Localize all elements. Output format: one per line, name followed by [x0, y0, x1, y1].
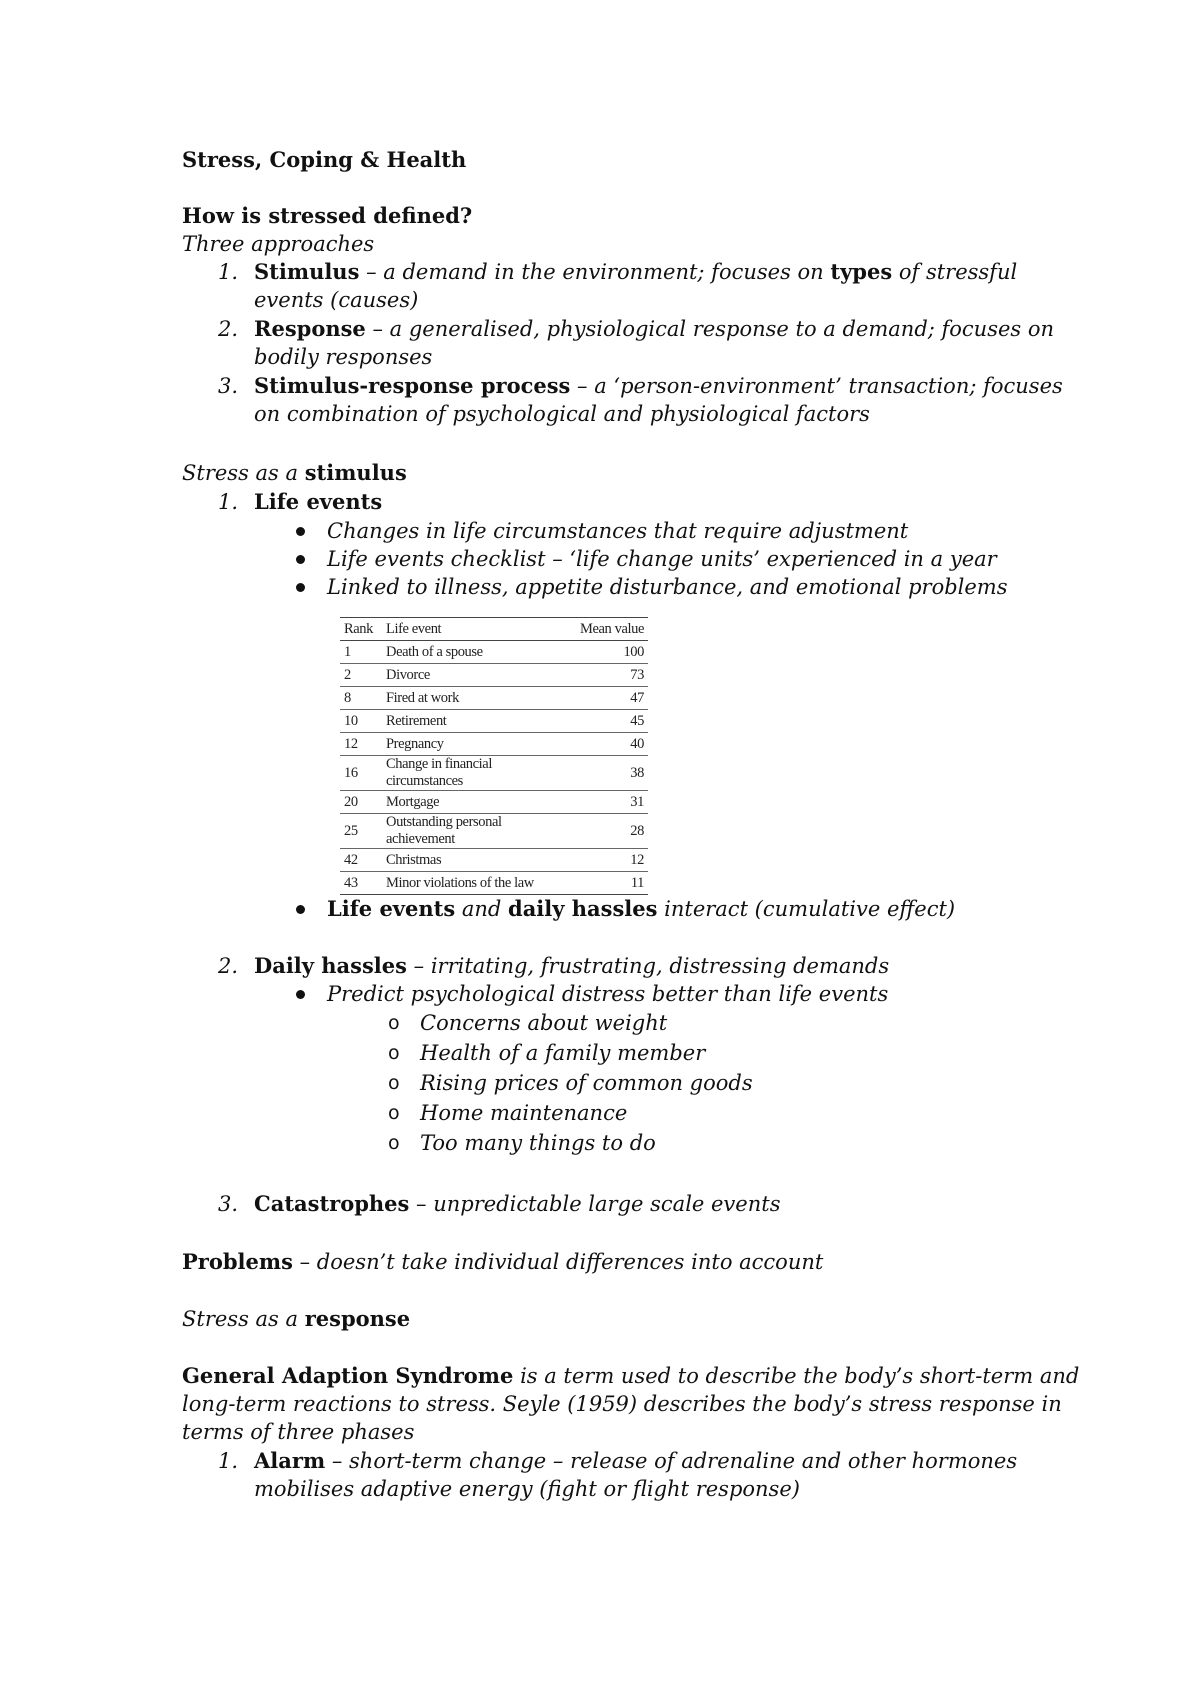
subheading-response: Stress as a response: [182, 1306, 411, 1331]
table-row: [340, 814, 648, 849]
table-cell: 47: [630, 689, 644, 706]
life-events-bullet: Life events checklist – ‘life change units’ experienced in a year: [327, 547, 997, 571]
list-number: 2.: [218, 954, 239, 978]
table-cell: 45: [630, 712, 644, 729]
column-header: Rank: [344, 620, 374, 637]
table-row: [340, 756, 648, 791]
table-cell: Christmas: [386, 851, 442, 868]
table-row: [340, 849, 648, 872]
table-cell: Mortgage: [386, 793, 440, 810]
sub-item: Rising prices of common goods: [420, 1071, 753, 1095]
table-row: [340, 710, 648, 733]
circle-bullet-icon: o: [388, 1072, 400, 1094]
circle-bullet-icon: o: [388, 1102, 400, 1124]
table-cell: 38: [630, 764, 644, 781]
column-header: Life event: [386, 620, 442, 637]
table-cell: 100: [623, 643, 644, 660]
bullet-icon: [296, 905, 305, 914]
gas-paragraph-line: terms of three phases: [182, 1420, 415, 1444]
subheading-stimulus: Stress as a stimulus: [182, 460, 407, 485]
table-cell: Change in financial circumstances: [386, 756, 492, 789]
table-cell: 1: [344, 643, 351, 660]
problems-text: Problems – doesn’t take individual differences into account: [182, 1249, 824, 1274]
table-cell: 20: [344, 793, 358, 810]
list-number: 3.: [218, 374, 239, 398]
column-header: Mean value: [579, 620, 644, 637]
table-header-row: [340, 618, 648, 641]
approach-response-cont: bodily responses: [254, 345, 433, 369]
table-cell: Retirement: [386, 712, 447, 729]
table-cell: 11: [630, 874, 644, 891]
table-cell: Outstanding personal achievement: [386, 814, 502, 847]
sub-item: Too many things to do: [420, 1131, 656, 1155]
approach-response: Response – a generalised, physiological response to a demand; focuses on: [254, 316, 1055, 341]
intro-text: Three approaches: [182, 232, 375, 256]
approach-stimulus: Stimulus – a demand in the environment; focuses on types of stressful: [254, 259, 1018, 284]
life-events-table: [340, 617, 648, 895]
life-events-title: Life events: [254, 489, 383, 514]
table-cell: 8: [344, 689, 351, 706]
table-cell: 31: [630, 793, 644, 810]
sub-item: Concerns about weight: [420, 1011, 668, 1035]
circle-bullet-icon: o: [388, 1132, 400, 1154]
gas-paragraph-line: long-term reactions to stress. Seyle (1959) describes the body’s stress response in: [182, 1392, 1062, 1416]
table-cell: 16: [344, 764, 358, 781]
table-cell: Pregnancy: [386, 735, 444, 752]
alarm-item-cont: mobilises adaptive energy (fight or flight response): [254, 1477, 800, 1501]
approach-process-cont: on combination of psychological and physiological factors: [254, 402, 870, 426]
bullet-icon: [296, 583, 305, 592]
table-row: [340, 641, 648, 664]
sub-item: Home maintenance: [420, 1101, 628, 1125]
circle-bullet-icon: o: [388, 1042, 400, 1064]
table-cell: 25: [344, 822, 358, 839]
table-cell: Divorce: [386, 666, 430, 683]
sub-item: Health of a family member: [420, 1041, 706, 1065]
table-row: [340, 791, 648, 814]
table-row: [340, 664, 648, 687]
gas-paragraph-line: General Adaption Syndrome is a term used to describe the body’s short-term and: [182, 1363, 1080, 1388]
table-cell: 40: [630, 735, 644, 752]
table-cell: Death of a spouse: [386, 643, 483, 660]
table-row: [340, 872, 648, 895]
circle-bullet-icon: o: [388, 1012, 400, 1034]
list-number: 1.: [218, 490, 239, 514]
interact-bullet: Life events and daily hassles interact (cumulative effect): [327, 896, 956, 921]
table-cell: 73: [630, 666, 644, 683]
list-number: 3.: [218, 1192, 239, 1216]
section-heading-definition: How is stressed defined?: [182, 203, 473, 228]
approach-process: Stimulus-response process – a ‘person-environment’ transaction; focuses: [254, 373, 1063, 398]
bullet-icon: [296, 990, 305, 999]
table-cell: 10: [344, 712, 358, 729]
table-row: [340, 687, 648, 710]
alarm-item: Alarm – short-term change – release of adrenaline and other hormones: [254, 1448, 1018, 1473]
table-cell: 12: [630, 851, 644, 868]
life-events-bullet: Linked to illness, appetite disturbance, and emotional problems: [327, 575, 1008, 599]
bullet-icon: [296, 555, 305, 564]
table-cell: Fired at work: [386, 689, 459, 706]
table-cell: Minor violations of the law: [386, 874, 534, 891]
table-row: [340, 733, 648, 756]
table-cell: 2: [344, 666, 351, 683]
catastrophes-item: Catastrophes – unpredictable large scale events: [254, 1191, 781, 1216]
list-number: 1.: [218, 1449, 239, 1473]
list-number: 1.: [218, 260, 239, 284]
table-cell: 28: [630, 822, 644, 839]
daily-hassles-title: Daily hassles – irritating, frustrating, distressing demands: [254, 953, 890, 978]
table-cell: 12: [344, 735, 358, 752]
life-events-bullet: Changes in life circumstances that require adjustment: [327, 519, 909, 543]
table-cell: 43: [344, 874, 358, 891]
page-title: Stress, Coping & Health: [182, 147, 467, 172]
daily-hassles-bullet: Predict psychological distress better than life events: [327, 982, 889, 1006]
list-number: 2.: [218, 317, 239, 341]
table-cell: 42: [344, 851, 358, 868]
approach-stimulus-cont: events (causes): [254, 288, 419, 312]
bullet-icon: [296, 527, 305, 536]
